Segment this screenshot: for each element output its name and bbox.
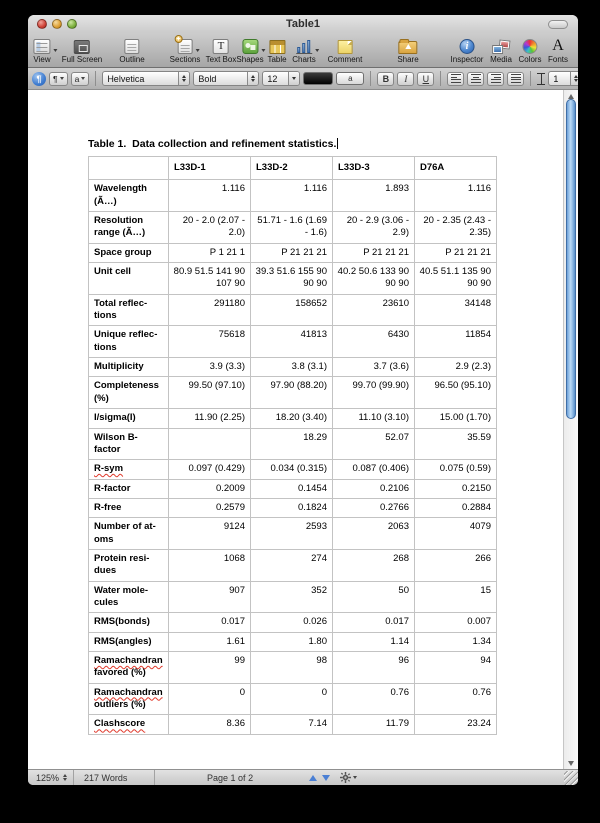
cell[interactable]: 20 - 2.35 (2.43 - 2.35) — [415, 212, 497, 244]
cell[interactable]: 0.76 — [333, 683, 415, 715]
align-center-button[interactable] — [467, 72, 484, 86]
line-spacing-select[interactable]: 1 — [548, 71, 578, 86]
cell[interactable]: 0.075 (0.59) — [415, 460, 497, 479]
stepper-icon — [178, 72, 189, 85]
cell[interactable]: 52.07 — [333, 428, 415, 460]
cell[interactable]: 20 - 2.0 (2.07 - 2.0) — [169, 212, 251, 244]
misspelled-word: Clashscore — [94, 718, 146, 730]
align-justify-button[interactable] — [507, 72, 524, 86]
cell[interactable]: 11.10 (3.10) — [333, 409, 415, 428]
cell[interactable]: 907 — [169, 581, 251, 613]
cell[interactable]: 11.79 — [333, 715, 415, 734]
table-row — [89, 632, 497, 651]
cell[interactable]: 0.1824 — [251, 498, 333, 517]
table-row — [89, 581, 497, 613]
outline-button[interactable]: Outline — [119, 35, 144, 64]
cell[interactable]: 0 — [169, 683, 251, 715]
row-label[interactable]: Total reflections — [89, 294, 169, 326]
table-row — [89, 683, 497, 715]
share-button[interactable]: Share — [397, 35, 418, 64]
cell[interactable]: 1.116 — [169, 180, 251, 212]
table-row — [89, 498, 497, 517]
stepper-icon — [247, 72, 258, 85]
window-title: Table1 — [285, 18, 321, 30]
resize-grip[interactable] — [564, 771, 578, 785]
row-label[interactable]: Multiplicity — [89, 358, 169, 377]
misspelled-word: Ramachandran — [94, 686, 163, 698]
cell[interactable]: 23610 — [333, 294, 415, 326]
text-cursor — [337, 138, 338, 149]
chevron-down-icon — [288, 72, 299, 85]
cell[interactable]: 1.116 — [251, 180, 333, 212]
colors-icon — [523, 39, 538, 54]
cell[interactable]: 99.50 (97.10) — [169, 377, 251, 409]
word-count: 217 Words — [84, 772, 128, 783]
row-label[interactable]: Unit cell — [89, 263, 169, 295]
table-icon — [269, 40, 285, 54]
sections-button[interactable]: + Sections — [169, 36, 201, 64]
table-row — [89, 358, 497, 377]
stats-table-head-row — [89, 157, 497, 180]
paragraph-style-dropdown[interactable]: ¶ — [49, 72, 68, 86]
full-screen-button[interactable]: Full Screen — [62, 35, 102, 64]
align-center-icon — [471, 74, 481, 83]
cell[interactable]: P 1 21 1 — [169, 243, 251, 262]
inspector-button[interactable]: i Inspector — [450, 41, 484, 64]
chevron-down-icon — [315, 49, 319, 52]
cell[interactable]: 1.116 — [415, 180, 497, 212]
row-label[interactable] — [89, 460, 169, 479]
cell[interactable]: 0 — [251, 683, 333, 715]
cell[interactable]: 23.24 — [415, 715, 497, 734]
table-button[interactable]: Table — [267, 35, 286, 64]
share-icon — [398, 41, 417, 54]
cell[interactable]: 1.34 — [415, 632, 497, 651]
text-box-icon: T — [213, 39, 229, 54]
align-justify-icon — [511, 74, 521, 83]
title-bar[interactable] — [28, 15, 578, 33]
row-label[interactable]: R-factor — [89, 479, 169, 498]
cell[interactable]: 0.087 (0.406) — [333, 460, 415, 479]
divider — [95, 71, 96, 86]
close-button[interactable] — [37, 19, 47, 29]
cell[interactable]: 291180 — [169, 294, 251, 326]
font-size-select[interactable]: 12 — [262, 71, 300, 86]
cell[interactable]: 4079 — [415, 518, 497, 550]
text-color-well[interactable] — [303, 72, 333, 85]
format-bar — [28, 68, 578, 90]
cell[interactable]: P 21 21 21 — [333, 243, 415, 262]
align-right-icon — [491, 74, 501, 83]
zoom-level: 125% — [36, 772, 60, 783]
cell[interactable]: 51.71 - 1.6 (1.69 - 1.6) — [251, 212, 333, 244]
cell[interactable]: 268 — [333, 549, 415, 581]
row-label[interactable] — [89, 715, 169, 734]
cell[interactable]: 0.097 (0.429) — [169, 460, 251, 479]
view-button[interactable]: View — [33, 35, 50, 64]
cell[interactable]: 8.36 — [169, 715, 251, 734]
row-label[interactable]: Ramachandran outliers (%) — [89, 683, 169, 715]
italic-button[interactable]: I — [397, 72, 414, 86]
column-header[interactable]: L33D-2 — [251, 157, 333, 180]
outline-icon — [124, 39, 139, 54]
highlight-color-well[interactable]: a — [336, 72, 364, 85]
chevron-down-icon — [353, 776, 357, 779]
shapes-button[interactable]: Shapes — [236, 35, 263, 64]
character-style-dropdown[interactable]: a — [71, 72, 90, 86]
cell[interactable]: 1068 — [169, 549, 251, 581]
table-row — [89, 409, 497, 428]
table-row — [89, 428, 497, 460]
cell[interactable]: 1.80 — [251, 632, 333, 651]
full-screen-icon — [74, 40, 90, 54]
cell[interactable]: 0.2009 — [169, 479, 251, 498]
table-row — [89, 715, 497, 734]
row-label[interactable]: I/sigma(I) — [89, 409, 169, 428]
table-row — [89, 460, 497, 479]
vertical-scrollbar[interactable] — [563, 90, 578, 769]
table-row — [89, 212, 497, 244]
minimize-button[interactable] — [52, 19, 62, 29]
cell[interactable]: 352 — [251, 581, 333, 613]
charts-button[interactable]: Charts — [292, 35, 316, 64]
chevron-down-icon — [261, 49, 265, 52]
cell[interactable]: 96 — [333, 651, 415, 683]
cell[interactable]: 3.8 (3.1) — [251, 358, 333, 377]
cell[interactable]: 80.9 51.5 141 90 107 90 — [169, 263, 251, 295]
line-spacing-icon — [537, 73, 545, 85]
view-icon — [33, 39, 50, 54]
cell[interactable]: 0.2106 — [333, 479, 415, 498]
paragraph-style-icon[interactable]: ¶ — [32, 72, 46, 86]
cell[interactable]: 35.59 — [415, 428, 497, 460]
row-label[interactable]: Unique reflections — [89, 326, 169, 358]
row-label[interactable]: Number of atoms — [89, 518, 169, 550]
charts-icon — [296, 40, 312, 54]
misspelled-word: R-sym — [94, 463, 124, 475]
cell[interactable]: 18.29 — [251, 428, 333, 460]
column-header[interactable]: L33D-1 — [169, 157, 251, 180]
row-label[interactable]: Wavelength (Ã…) — [89, 180, 169, 212]
cell[interactable]: 266 — [415, 549, 497, 581]
cell[interactable]: 40.2 50.6 133 90 90 90 — [333, 263, 415, 295]
inspector-icon: i — [460, 39, 475, 54]
cell[interactable]: 2593 — [251, 518, 333, 550]
cell[interactable]: 0.2884 — [415, 498, 497, 517]
cell[interactable]: 6430 — [333, 326, 415, 358]
cell[interactable]: 11.90 (2.25) — [169, 409, 251, 428]
cell[interactable]: 20 - 2.9 (3.06 - 2.9) — [333, 212, 415, 244]
stats-table[interactable] — [88, 156, 497, 735]
align-left-button[interactable] — [447, 72, 464, 86]
column-header[interactable]: D76A — [415, 157, 497, 180]
row-label[interactable]: RMS(bonds) — [89, 613, 169, 632]
cell[interactable]: 96.50 (95.10) — [415, 377, 497, 409]
table-row — [89, 326, 497, 358]
cell[interactable]: 2.9 (2.3) — [415, 358, 497, 377]
cell[interactable]: 3.9 (3.3) — [169, 358, 251, 377]
align-right-button[interactable] — [487, 72, 504, 86]
fonts-button[interactable]: A Fonts — [547, 37, 569, 64]
row-label[interactable]: Space group — [89, 243, 169, 262]
page-actions-menu[interactable] — [340, 772, 357, 783]
typeface-select[interactable]: Bold — [193, 71, 259, 86]
status-bar — [28, 769, 578, 785]
row-label[interactable]: R-free — [89, 498, 169, 517]
cell[interactable]: 3.7 (3.6) — [333, 358, 415, 377]
table-row — [89, 479, 497, 498]
app-window — [28, 15, 578, 785]
cell[interactable]: 11854 — [415, 326, 497, 358]
cell[interactable] — [169, 428, 251, 460]
cell[interactable]: 99.70 (99.90) — [333, 377, 415, 409]
underline-button[interactable]: U — [417, 72, 434, 86]
cell[interactable]: 1.61 — [169, 632, 251, 651]
shapes-icon — [242, 39, 258, 54]
bold-button[interactable]: B — [377, 72, 394, 86]
table-row — [89, 613, 497, 632]
chevron-down-icon — [60, 77, 64, 80]
table-row — [89, 243, 497, 262]
table-row — [89, 549, 497, 581]
cell[interactable]: 0.007 — [415, 613, 497, 632]
text-box-button[interactable]: T Text Box — [205, 40, 237, 64]
chevron-down-icon — [196, 49, 200, 52]
cell[interactable]: P 21 21 21 — [415, 243, 497, 262]
scroll-down-arrow-icon[interactable] — [564, 758, 578, 768]
cell[interactable]: 75618 — [169, 326, 251, 358]
fonts-icon: A — [552, 37, 564, 54]
cell[interactable]: 40.5 51.1 135 90 90 90 — [415, 263, 497, 295]
table-row — [89, 180, 497, 212]
cell[interactable]: 94 — [415, 651, 497, 683]
window-controls — [37, 19, 77, 29]
divider — [154, 770, 155, 786]
cell[interactable]: 98 — [251, 651, 333, 683]
cell[interactable]: 99 — [169, 651, 251, 683]
divider — [530, 71, 531, 86]
row-label[interactable]: Water molecules — [89, 581, 169, 613]
row-label[interactable]: Ramachandran favored (%) — [89, 651, 169, 683]
cell[interactable]: 1.14 — [333, 632, 415, 651]
misspelled-word: Ramachandran — [94, 654, 163, 666]
cell[interactable]: 274 — [251, 549, 333, 581]
chevron-down-icon — [53, 49, 57, 52]
cell[interactable]: 2063 — [333, 518, 415, 550]
cell[interactable]: 0.2579 — [169, 498, 251, 517]
row-label[interactable]: Resolution range (Ã…) — [89, 212, 169, 244]
cell[interactable]: 34148 — [415, 294, 497, 326]
cell[interactable]: 0.026 — [251, 613, 333, 632]
toolbar-toggle-button[interactable] — [548, 20, 568, 29]
document-canvas — [28, 90, 578, 769]
cell[interactable]: P 21 21 21 — [251, 243, 333, 262]
cell[interactable]: 7.14 — [251, 715, 333, 734]
font-family-select[interactable]: Helvetica — [102, 71, 190, 86]
divider — [440, 71, 441, 86]
cell[interactable]: 0.76 — [415, 683, 497, 715]
table-row — [89, 294, 497, 326]
page-title[interactable]: Table 1. Data collection and refinement statistics. — [88, 138, 337, 150]
cell[interactable]: 158652 — [251, 294, 333, 326]
document-page[interactable] — [28, 90, 563, 769]
row-label[interactable]: RMS(angles) — [89, 632, 169, 651]
align-left-icon — [451, 74, 461, 83]
cell[interactable]: 15.00 (1.70) — [415, 409, 497, 428]
stepper-icon — [570, 72, 578, 85]
comment-button[interactable]: Comment — [328, 35, 363, 64]
table-row — [89, 377, 497, 409]
row-label[interactable]: Protein residues — [89, 549, 169, 581]
cell[interactable]: 18.20 (3.40) — [251, 409, 333, 428]
table-row — [89, 518, 497, 550]
zoom-stepper-icon[interactable] — [63, 774, 67, 781]
scrollbar-thumb[interactable] — [566, 99, 576, 419]
page-indicator: Page 1 of 2 — [207, 772, 254, 783]
chevron-down-icon — [81, 77, 85, 80]
cell[interactable]: 0.2150 — [415, 479, 497, 498]
media-button[interactable]: Media — [490, 35, 512, 64]
cell[interactable]: 1.893 — [333, 180, 415, 212]
main-toolbar — [28, 33, 578, 68]
corner-header[interactable] — [89, 157, 169, 180]
sections-icon: + — [178, 39, 193, 54]
cell[interactable]: 0.017 — [333, 613, 415, 632]
next-page-button[interactable] — [322, 775, 330, 781]
column-header[interactable]: L33D-3 — [333, 157, 415, 180]
cell[interactable]: 0.1454 — [251, 479, 333, 498]
cell[interactable]: 0.2766 — [333, 498, 415, 517]
table-row — [89, 263, 497, 295]
gear-icon — [340, 772, 351, 783]
previous-page-button[interactable] — [309, 775, 317, 781]
row-label[interactable]: Completeness (%) — [89, 377, 169, 409]
table-row — [89, 651, 497, 683]
zoom-button[interactable] — [67, 19, 77, 29]
cell[interactable]: 97.90 (88.20) — [251, 377, 333, 409]
media-icon — [492, 40, 510, 54]
cell[interactable]: 39.3 51.6 155 90 90 90 — [251, 263, 333, 295]
comment-icon — [338, 40, 353, 54]
cell[interactable]: 9124 — [169, 518, 251, 550]
cell[interactable]: 41813 — [251, 326, 333, 358]
cell[interactable]: 50 — [333, 581, 415, 613]
zoom-control[interactable] — [28, 773, 73, 783]
cell[interactable]: 15 — [415, 581, 497, 613]
divider — [370, 71, 371, 86]
row-label[interactable]: Wilson B-factor — [89, 428, 169, 460]
cell[interactable]: 0.034 (0.315) — [251, 460, 333, 479]
colors-button[interactable]: Colors — [518, 35, 541, 64]
cell[interactable]: 0.017 — [169, 613, 251, 632]
